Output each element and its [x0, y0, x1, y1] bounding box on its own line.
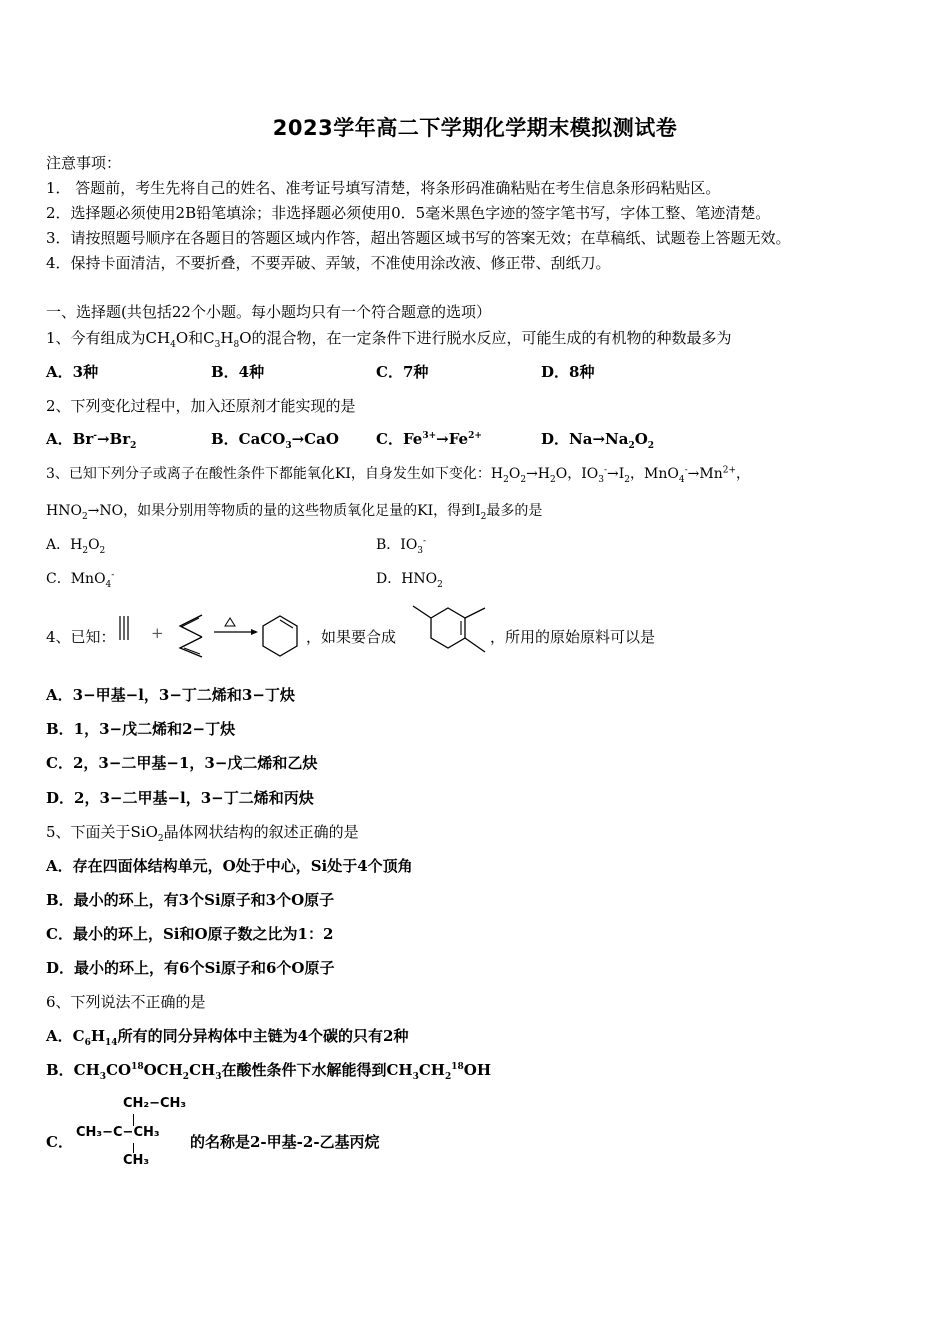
- q4-stem-start: 4、已知：: [46, 628, 116, 646]
- q1-option-d[interactable]: D．8种: [541, 363, 595, 381]
- q3-stem-line1: 3、已知下列分子或离子在酸性条件下都能氧化KI，自身发生如下变化：$H_2O_2\to H_2O$，$IO_3^-\to I_2$，$MnO_4^-\to Mn^{2+}$，: [46, 465, 751, 485]
- q1-option-a[interactable]: A．3种: [46, 363, 99, 381]
- notes-heading: 注意事项：: [46, 154, 122, 172]
- q5-option-d[interactable]: D．最小的环上，有6个Si原子和6个O原子: [46, 959, 335, 977]
- q6-option-b[interactable]: B．$CH_3CO^{18}OCH_2CH_3$在酸性条件下水解能得到$CH_3CH_2^{18}OH$: [46, 1061, 492, 1082]
- q4-option-a[interactable]: A．3−甲基−l，3−丁二烯和3−丁炔: [46, 686, 295, 704]
- target-product-structure: [405, 598, 491, 660]
- q1-option-c[interactable]: C．7种: [376, 363, 429, 381]
- q3-option-b[interactable]: B．$IO_3^-$: [376, 536, 427, 556]
- structure-top-group: CH₂−CH₃: [123, 1096, 187, 1111]
- q5-stem: 5、下面关于SiO$_2$晶体网状结构的叙述正确的是: [46, 823, 359, 844]
- q6-stem: 6、下列说法不正确的是: [46, 993, 206, 1011]
- q1-option-b[interactable]: B．4种: [211, 363, 265, 381]
- cyclohexene-structure: [260, 614, 300, 660]
- q5-option-c[interactable]: C．最小的环上，Si和O原子数之比为1：2: [46, 925, 334, 943]
- q2-option-a[interactable]: A．$Br^-\to Br_2$: [46, 430, 137, 451]
- structure-bond-down: [133, 1143, 134, 1153]
- structure-middle-chain: CH₃−C−CH₃: [76, 1125, 160, 1140]
- butadiene-structure: [176, 612, 206, 658]
- q2-option-d[interactable]: D．$Na\to Na_2O_2$: [541, 430, 655, 451]
- q2-stem: 2、下列变化过程中，加入还原剂才能实现的是: [46, 397, 356, 415]
- q3-option-a[interactable]: A．$H_2O_2$: [46, 537, 106, 556]
- heat-arrow-icon: [212, 616, 260, 640]
- q6-option-c-structure: [76, 1092, 186, 1172]
- plus-sign: +: [151, 624, 164, 642]
- q6-option-c-label[interactable]: C．: [46, 1133, 73, 1151]
- q3-option-c[interactable]: C．MnO$_4$-: [46, 570, 115, 590]
- note-item-3: 3．请按照题号顺序在各题目的答题区域内作答，超出答题区域书写的答案无效；在草稿纸、试题卷上答题无效。: [46, 229, 791, 247]
- q1-stem: 1、今有组成为$CH_4O$和$C_3H_8O$的混合物，在一定条件下进行脱水反应，可能生成的有机物的种数最多为: [46, 329, 732, 350]
- note-item-1: 1． 答题前，考生先将自己的姓名、准考证号填写清楚，将条形码准确粘贴在考生信息条形码粘贴区。: [46, 179, 721, 197]
- q4-option-c[interactable]: C．2，3−二甲基−1，3−戊二烯和乙炔: [46, 754, 318, 772]
- section-heading: 一、选择题(共包括22个小题。每小题均只有一个符合题意的选项）: [46, 303, 491, 321]
- q4-option-d[interactable]: D．2，3−二甲基−l，3−丁二烯和丙炔: [46, 789, 314, 807]
- alkyne-structure: [118, 614, 130, 642]
- note-item-4: 4．保持卡面清洁，不要折叠，不要弄破、弄皱，不准使用涂改液、修正带、刮纸刀。: [46, 254, 611, 272]
- q4-option-b[interactable]: B．1，3−戊二烯和2−丁炔: [46, 720, 236, 738]
- structure-bottom-group: CH₃: [123, 1153, 150, 1168]
- q2-option-c[interactable]: C．$Fe^{3+}\to Fe^{2+}$: [376, 430, 482, 448]
- q5-option-a[interactable]: A．存在四面体结构单元，O处于中心，Si处于4个顶角: [46, 857, 413, 875]
- page-title: 2023学年高二下学期化学期末模拟测试卷: [272, 116, 678, 140]
- q2-option-b[interactable]: B．CaCO$_3$→CaO: [211, 430, 339, 451]
- q6-option-c-text: 的名称是2-甲基-2-乙基丙烷: [190, 1133, 380, 1151]
- q3-stem-line2: $HNO_2\to NO$，如果分别用等物质的量的这些物质氧化足量的KI，得到$I_2$最多的是: [46, 503, 543, 522]
- q4-stem-middle: ，如果要合成: [306, 628, 397, 646]
- q4-stem-end: ，所用的原始原料可以是: [490, 628, 656, 646]
- note-item-2: 2．选择题必须使用2B铅笔填涂；非选择题必须使用0．5毫米黑色字迹的签字笔书写，字体工整、笔迹清楚。: [46, 204, 771, 222]
- q6-option-a[interactable]: A．$C_6H_{14}$所有的同分异构体中主链为4个碳的只有2种: [46, 1027, 409, 1048]
- q3-option-d[interactable]: D．$HNO_2$: [376, 571, 443, 590]
- q5-option-b[interactable]: B．最小的环上，有3个Si原子和3个O原子: [46, 891, 335, 909]
